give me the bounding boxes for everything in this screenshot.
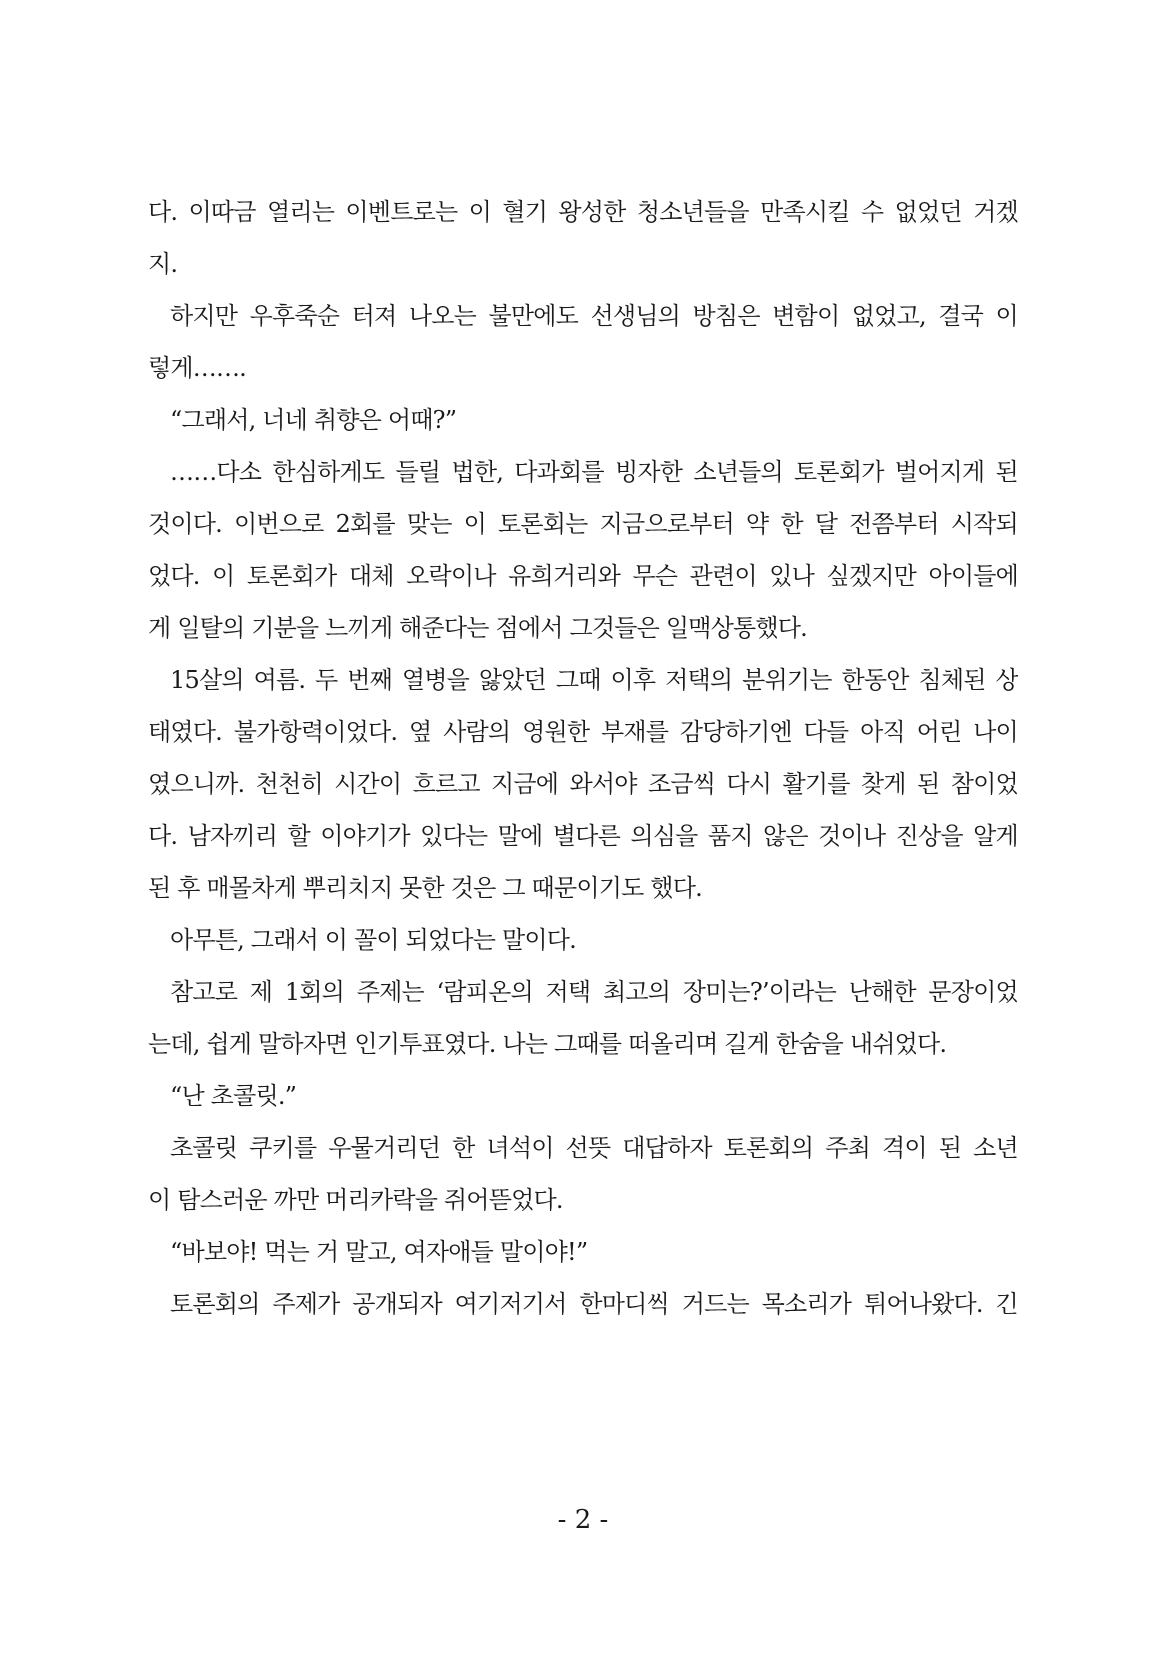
text-line: 는데, 쉽게 말하자면 인기투표였다. 나는 그때를 떠올리며 길게 한숨을 내쉬었다. <box>148 1030 947 1058</box>
text-line: 이 탐스러운 까만 머리카락을 쥐어뜯었다. <box>148 1186 563 1214</box>
text-line: ……다소 한심하게도 들릴 법한, 다과회를 빙자한 소년들의 토론회가 벌어지게 된 <box>170 458 1018 486</box>
text-line: 게 일탈의 기분을 느끼게 해준다는 점에서 그것들은 일맥상통했다. <box>148 614 807 642</box>
text-line: 된 후 매몰차게 뿌리치지 못한 것은 그 때문이기도 했다. <box>148 874 702 902</box>
text-line: 것이다. 이번으로 2회를 맞는 이 토론회는 지금으로부터 약 한 달 전쯤부터 시작되 <box>148 510 1018 538</box>
text-line: 아무튼, 그래서 이 꼴이 되었다는 말이다. <box>170 926 576 954</box>
text-line: “그래서, 너네 취향은 어때?” <box>170 406 457 434</box>
text-line: 렇게……. <box>148 354 246 382</box>
text-line: 참고로 제 1회의 주제는 ‘람피온의 저택 최고의 장미는?’이라는 난해한 문장이었 <box>170 978 1018 1006</box>
text-line: 초콜릿 쿠키를 우물거리던 한 녀석이 선뜻 대답하자 토론회의 주최 격이 된 소년 <box>170 1134 1018 1162</box>
text-line: “난 초콜릿.” <box>170 1082 297 1110</box>
text-line: 였으니까. 천천히 시간이 흐르고 지금에 와서야 조금씩 다시 활기를 찾게 된 참이었 <box>148 770 1018 798</box>
text-line: 토론회의 주제가 공개되자 여기저기서 한마디씩 거드는 목소리가 튀어나왔다. 긴 <box>170 1290 1018 1318</box>
text-line: 태였다. 불가항력이었다. 옆 사람의 영원한 부재를 감당하기엔 다들 아직 어린 나이 <box>148 718 1018 746</box>
text-line: 하지만 우후죽순 터져 나오는 불만에도 선생님의 방침은 변함이 없었고, 결국 이 <box>170 302 1018 330</box>
text-line: 다. 남자끼리 할 이야기가 있다는 말에 별다른 의심을 품지 않은 것이나 진상을 알게 <box>148 822 1018 850</box>
text-line: 었다. 이 토론회가 대체 오락이나 유희거리와 무슨 관련이 있나 싶겠지만 아이들에 <box>148 562 1018 590</box>
text-line: 15살의 여름. 두 번째 열병을 앓았던 그때 이후 저택의 분위기는 한동안 침체된 상 <box>170 666 1018 694</box>
page-number: - 2 - <box>557 1505 609 1535</box>
text-line: 지. <box>148 250 178 278</box>
text-line: “바보야! 먹는 거 말고, 여자애들 말이야!” <box>170 1238 588 1266</box>
text-line: 다. 이따금 열리는 이벤트로는 이 혈기 왕성한 청소년들을 만족시킬 수 없었던 거겠 <box>148 198 1018 226</box>
